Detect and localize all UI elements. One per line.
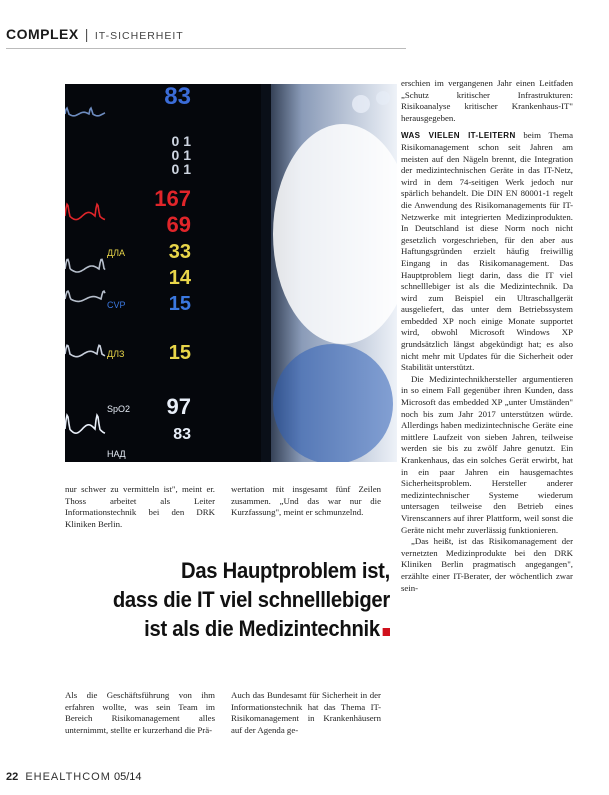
header-rule <box>6 48 406 49</box>
paragraph: Die Medizintechnikhersteller argumentieren in so einem Fall gegenüber ihren Kunden, dass Microsoft das embedded XP „unter Umständen" noch bis zum Jahr 2017 unterstützen würde. Allerdings haben medizintechnische Geräte eine mittlere Laufzeit von sieben Jahren, teilweise werden sie bis zu zwölf Jahre genutzt. Ein Krankenhaus, das ein solches Gerät erwirbt, hat in ein paar Jahren ein hausgemachtes Sicherheitsproblem. Hersteller anderer medizintechnischer Systeme wiederum untersagen teilweise den Betrieb eines Virenscanners auf ihrer Plattform, weil sonst die Geräte nicht mehr zuverlässig funktionieren. <box>401 373 573 535</box>
monitor-label: ДЛЗ <box>107 349 125 359</box>
article-column-a <box>65 484 215 530</box>
magazine-name: EHEALTHCOM <box>25 771 111 783</box>
article-column-d <box>231 690 381 736</box>
page-number: 22 <box>6 771 19 783</box>
paragraph: wertation mit insgesamt fünf Zeilen zusammen. „Und das war nur die Kurzfassung", meint er schmunzelnd. <box>231 484 381 518</box>
monitor-label: ДЛА <box>107 248 126 258</box>
pull-quote <box>86 556 390 643</box>
monitor-value: 69 <box>166 212 191 237</box>
pull-quote-line: dass die IT viel schnelllebiger <box>112 587 391 612</box>
monitor-label: HAД <box>107 449 126 459</box>
monitor-value: 83 <box>173 426 191 443</box>
monitor-label: SpO2 <box>107 404 131 414</box>
issue-number: 05/14 <box>113 771 142 783</box>
monitor-value: 167 <box>154 186 191 211</box>
monitor-label: CVP <box>107 300 126 310</box>
monitor-value: 83 <box>164 84 191 110</box>
monitor-value: 15 <box>168 293 191 315</box>
paragraph: nur schwer zu vermitteln ist", meint er. Thoss arbeitet als Leiter Informationstechnik bei den DRK Kliniken Berlin. <box>65 484 215 529</box>
monitor-value: 33 <box>168 241 191 263</box>
pull-quote-line: Das Hauptproblem ist, <box>180 558 390 583</box>
paragraph: Auch das Bundesamt für Sicherheit in der Informationstechnik hat das Thema IT-Risikomanagement in Krankenhäusern auf der Agenda ge- <box>231 690 381 735</box>
red-square-icon <box>383 628 390 636</box>
header-separator: | <box>84 26 89 42</box>
patient-monitor-photo <box>65 84 397 462</box>
section-header <box>6 26 184 42</box>
section-name: COMPLEX <box>6 26 79 42</box>
paragraph: „Das heißt, ist das Risikomanagement der vernetzten Medizinprodukte bei den DRK Kliniken Berlin pragmatisch angegangen", erzählte einer IT-Berater, der wöchentlich zwar sein- <box>401 536 573 593</box>
monitor-value: 0 1 <box>171 161 191 177</box>
article-right-column <box>401 78 573 594</box>
monitor-value: 97 <box>166 394 191 419</box>
monitor-value: 0 1 <box>171 133 191 149</box>
pull-quote-line: ist als die Medizintechnik <box>144 616 380 641</box>
paragraph-lead: WAS VIELEN IT-LEITERN <box>401 131 516 141</box>
paragraph-text: beim Thema Risikomanagement schon seit Jahren am meisten auf den Nägeln brennt, die Integration der medizintechnischen Geräte in das IT-Netz, wird in dem 74-seitigen Werk jedoch nur spärlich behandelt. Die DIN EN 80001-1 regelt die Anwendung des Risikomanagements für IT-Netzwerke mit integrierten Medizinprodukten. In Deutschland ist diese Norm noch nicht gesetzlich vorgeschrieben, für den aber aus Haftungsgründen erzielt häufig freiwillig Eingang in das Risikomanagement. Das Hauptproblem liegt darin, dass die IT viel schnelllebiger ist als die Medizintechnik. Da wird zum Beispiel ein Ultraschallgerät ausgeliefert, das unter dem Betriebssystem embedded XP noch einige Monate supportet wird, obwohl Microsoft Windows XP grundsätzlich längst abgekündigt hat; es also nicht mehr mit Updates für die Sicherheit oder Stabilität unterstützt. <box>401 130 573 373</box>
monitor-value: 0 1 <box>171 147 191 163</box>
article-column-c <box>65 690 215 736</box>
paragraph-with-lead <box>401 130 573 373</box>
section-topic: IT-SICHERHEIT <box>94 30 184 42</box>
article-column-b <box>231 484 381 519</box>
paragraph: Als die Geschäftsführung von ihm erfahren wollte, was sein Team im Bereich Risikomanagement alles unternimmt, stellte er kurzerhand die Prä- <box>65 690 215 735</box>
pull-quote-line-last <box>86 614 390 643</box>
page-footer <box>6 771 142 783</box>
monitor-illustration <box>65 84 397 462</box>
paragraph: erschien im vergangenen Jahr einen Leitfaden „Schutz kritischer Infrastrukturen: Risikoanalyse kritischer Krankenhaus-IT" herausgegeben. <box>401 78 573 123</box>
monitor-value: 15 <box>168 342 191 364</box>
monitor-value: 14 <box>168 267 191 289</box>
